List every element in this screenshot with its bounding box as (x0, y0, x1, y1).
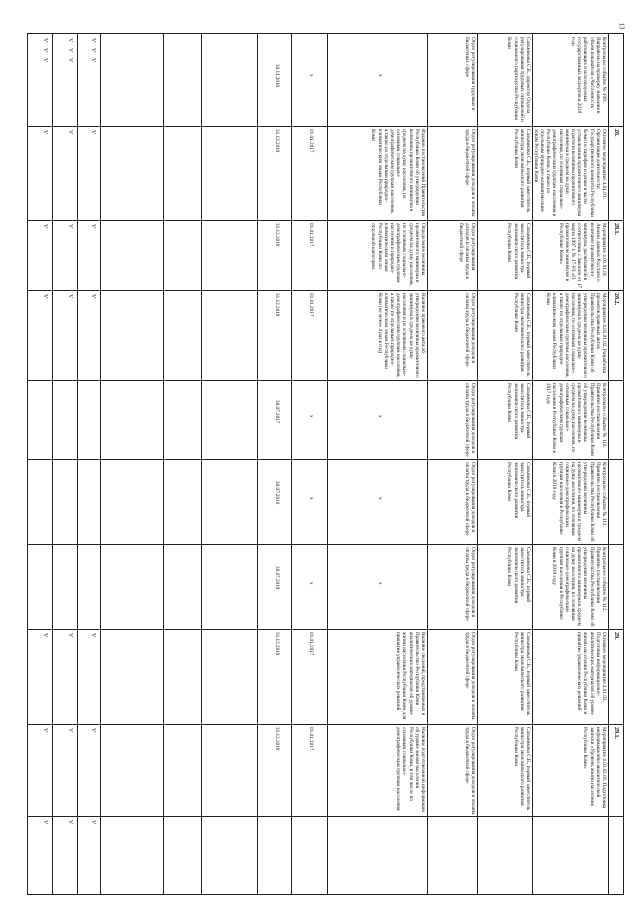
end-date: 30.07.2019 (274, 566, 280, 590)
check-mark: V (67, 633, 73, 638)
start-date: 01.01.2017 (308, 727, 314, 751)
end-date: 31.12.2019 (274, 293, 280, 317)
end-cell (258, 380, 292, 459)
end-date: 31.12.2019 (274, 223, 280, 247)
result-text: Издание постановлений Правительства Республики Коми об утверждении величины прожиточного минимума в среднем на душу населения, по основным социально-демографическим группам населения, а также по отдельным природно-климатическим зонам Республики Коми (370, 129, 426, 217)
executor-text: Сальникова С.Б., первый заместитель министра экономического развития Республики Коми (506, 547, 531, 604)
executor-text: Сальникова С.Б., первый заместитель министра экономического развития Республики Коми (512, 129, 531, 213)
table-row (533, 220, 609, 290)
row-divider (28, 816, 623, 817)
row-number: 28. (613, 129, 619, 137)
start-date: 01.01.2017 (308, 129, 314, 153)
row-number-cell (609, 724, 623, 816)
unit-text: Отдел регулирования доходов и оплаты труда в бюджетной сфере (457, 223, 476, 279)
executor-cell (478, 126, 533, 220)
executor-cell (478, 629, 533, 724)
result-text: х (377, 497, 383, 500)
table-row (533, 459, 609, 544)
result-text: х (377, 415, 383, 418)
event-text: Контрольное событие № 112. Принятие постановления Правительства Республики Коми об утверждении величины прожиточного минимума в среднем на душу населения, по основным социально-демографическим группам населения в Республике Коми в 2019 году (551, 547, 607, 627)
table-row (533, 380, 609, 459)
end-date: 31.12.2019 (274, 727, 280, 751)
start-cell (292, 34, 328, 126)
col-blank-1 (101, 34, 164, 894)
check-mark: V (90, 58, 96, 63)
check-mark: V (67, 58, 73, 63)
row-number: 29. (613, 632, 619, 640)
result-text: Наличие подготовленной информации об уровне жизни населения Республики Коми, в том числе по основным социально-демографическим группам населения (395, 727, 426, 813)
unit-text: Отдел регулирования доходов и оплаты труда в бюджетной сфере (463, 293, 476, 367)
result-text: Наличие правового акта об утверждении величины прожиточного минимума в среднем на душу населения и по основным социально-демографическим группам населения, а также по отдельным природно-климатическим зонам Республики Коми (не менее 4 раз в год) (376, 293, 426, 378)
start-cell (292, 220, 328, 290)
table-row (533, 724, 609, 816)
row-number-cell (609, 290, 623, 380)
unit-text: Отдел регулирования доходов и оплаты труда в бюджетной сфере (463, 462, 476, 536)
unit-cell (428, 459, 478, 544)
check-mark: V (67, 728, 73, 733)
table-row (533, 629, 609, 724)
col-mark-a (28, 34, 53, 894)
unit-text: Отдел регулирования доходов и оплаты труда в бюджетной сфере (463, 547, 476, 621)
end-date: 31.12.2019 (274, 129, 280, 153)
event-text: Контрольное событие № 109. Направлен на проверку значения в объем показателя «Численность работающих и используемых государственных экспертов в 2020 год» (569, 37, 607, 114)
unit-text: Отдел регулирования доходов и оплаты труда в бюджетной сфере (463, 383, 476, 457)
start-date: х (308, 582, 314, 585)
executor-text: Сальникова С.Б., первый заместитель министра экономического развития Республики Коми (506, 462, 531, 519)
check-mark: V (42, 633, 48, 638)
check-mark: V (90, 38, 96, 43)
executor-text: Сальникова С.Б., первый заместитель министра экономического развития Республики Коми (506, 383, 531, 440)
executor-text: Сальникова С.Б., первый заместитель министра экономического развития Республики Коми (506, 223, 531, 280)
schedule-table (27, 33, 624, 895)
event-text: Мероприятие 4.01.02.01. Подготовка информационно-аналитической записки «Уровень жизни населения Республики Коми» (582, 727, 607, 809)
check-mark: V (42, 38, 48, 43)
check-mark: V (67, 38, 73, 43)
page-number: 13 (617, 22, 626, 30)
check-mark: V (90, 130, 96, 135)
table-row (533, 544, 609, 629)
executor-cell (478, 544, 533, 629)
col-mark-b (53, 34, 78, 894)
check-mark: V (67, 294, 73, 299)
result-cell (328, 724, 428, 816)
end-cell (258, 220, 292, 290)
start-cell (292, 544, 328, 629)
start-date: х (308, 497, 314, 500)
row-number: 28.1. (613, 223, 619, 235)
col-blank-3 (202, 34, 258, 894)
unit-cell (428, 380, 478, 459)
executor-cell (478, 220, 533, 290)
start-cell (292, 290, 328, 380)
result-cell (328, 220, 428, 290)
check-mark: V (42, 48, 48, 53)
executor-cell (478, 34, 533, 126)
executor-cell (478, 459, 533, 544)
start-date: х (308, 74, 314, 77)
event-text: Контрольное событие № 111. Принятие постановления Правительства Республики Коми об утверждении величины прожиточного минимума в среднем на душу населения, по основным социально-демографическим группам населения в Республике Коми в 2018 году (551, 462, 607, 542)
result-text: х (377, 582, 383, 585)
end-cell (258, 629, 292, 724)
result-cell (328, 34, 428, 126)
unit-cell (428, 724, 478, 816)
result-cell (328, 544, 428, 629)
unit-cell (428, 126, 478, 220)
result-cell (328, 380, 428, 459)
executor-cell (478, 724, 533, 816)
result-text: Определение величины прожиточного минимума в среднем на душу населения, по основным социально-демографическим группам населения и природно-климатическим зонам Республики Коми по отдельной категории (370, 223, 426, 286)
row-number: 28.2. (613, 293, 619, 305)
start-date: 01.01.2017 (308, 293, 314, 317)
result-cell (328, 126, 428, 220)
col-mark-c (78, 34, 101, 894)
unit-cell (428, 34, 478, 126)
end-cell (258, 544, 292, 629)
check-mark: V (67, 224, 73, 229)
event-text: Мероприятие 4.01.01.02. Разработка проектов правовых актов Правительства Республики Коми об утверждении величины прожиточного минимума в среднем на душу населения, по основным социально-демографическим группам населения, а также по отдельным природно-климатическим зонам Республики Коми (545, 293, 607, 378)
check-mark: V (42, 294, 48, 299)
end-date: 31.12.2019 (274, 632, 280, 656)
end-cell (258, 126, 292, 220)
table-row (533, 126, 609, 220)
unit-cell (428, 544, 478, 629)
end-date: 30.07.2017 (274, 400, 280, 424)
result-text: х (377, 74, 383, 77)
start-date: 01.01.2017 (308, 223, 314, 247)
unit-cell (428, 629, 478, 724)
check-mark: V (42, 728, 48, 733)
result-text: Наличие сведений, представляемых в Правительство Республики Коми аналитических материалов об уровне жизни населения Республики Коми для принятия управленческих решений (395, 632, 426, 720)
end-date: 30.11.2019 (274, 64, 280, 88)
start-cell (292, 380, 328, 459)
unit-text: Отдел регулирования доходов и оплаты труда в бюджетной сфере (463, 727, 476, 815)
row-number: 29.1. (613, 727, 619, 739)
check-mark: V (67, 48, 73, 53)
check-mark: V (42, 58, 48, 63)
col-blank-2 (164, 34, 202, 894)
executor-text: Сальникова С.Б., первый заместитель министра экономического развития Республики Коми (512, 632, 531, 716)
event-text: Контрольное событие № 110. Принятие постановления Правительства Республики Коми об утверждении величины прожиточного минимума в среднем на душу населения, по основным социально-демографическим группам населения в Республике Коми в 2017 году (545, 383, 607, 457)
start-cell (292, 629, 328, 724)
start-cell (292, 459, 328, 544)
end-date: 30.07.2018 (274, 481, 280, 505)
check-mark: V (90, 820, 96, 825)
check-mark: V (90, 294, 96, 299)
row-number-cell (609, 629, 623, 724)
check-mark: V (42, 820, 48, 825)
unit-cell (428, 220, 478, 290)
end-cell (258, 459, 292, 544)
executor-cell (478, 380, 533, 459)
unit-cell (428, 290, 478, 380)
check-mark: V (90, 633, 96, 638)
event-text: Основное мероприятие 4.01.02. Подготовка информационно-аналитических материалов об уровне жизни населения Республики Коми и принятие управленческих решений (576, 632, 607, 715)
row-number-cell (609, 220, 623, 290)
executor-cell (478, 290, 533, 380)
event-text: Мероприятие 4.01.01.01 Анализ данных Росстата о величине прожиточного минимума, расчитанной в соответствии с Законом от 17 марта 1997 г. № 17-РЗ «О прожиточном минимуме в Республике Коми» (557, 223, 607, 289)
row-number-cell (609, 126, 623, 220)
start-date: 01.01.2017 (308, 632, 314, 656)
result-cell (328, 290, 428, 380)
result-cell (328, 629, 428, 724)
end-cell (258, 290, 292, 380)
unit-text: Отдел регулирования доходов и оплаты труда в бюджетной сфере (463, 129, 476, 217)
executor-text: Сальникова С.Б., первый заместитель министра экономического развития Республики Коми (512, 293, 531, 377)
end-cell (258, 34, 292, 126)
table-row (533, 34, 609, 126)
result-cell (328, 459, 428, 544)
check-mark: V (90, 224, 96, 229)
check-mark: V (42, 224, 48, 229)
start-cell (292, 126, 328, 220)
end-cell (258, 724, 292, 816)
check-mark: V (67, 820, 73, 825)
check-mark: V (90, 48, 96, 53)
start-cell (292, 724, 328, 816)
check-mark: V (67, 130, 73, 135)
table-row (533, 290, 609, 380)
check-mark: V (42, 130, 48, 135)
executor-text: Сальникова С.Б., директор Отдела регулирования трудовых отношений и социального партнерства Республики Коми (506, 37, 531, 122)
check-mark: V (90, 728, 96, 733)
unit-text: Отдел регулирования трудовых и бюджетных сфере (463, 37, 476, 111)
start-date: х (308, 415, 314, 418)
unit-text: Отдел регулирования доходов и оплаты труда в бюджетной сфере (463, 632, 476, 720)
executor-text: Сальникова С.Б., первый заместитель министра экономического развития Республики Коми (512, 727, 531, 811)
event-text: Основное мероприятие 4.01.01. Организация деятельности Государственного комитета Республики Коми по тарифам и ценам в части установления прожиточного минимума и расчета величины прожиточного минимума в среднем на душу населения, по основным социально-демографическим группам населения в Республике Коми, а также по отдельным природно-климатическим зонам Республики Коми (533, 129, 607, 217)
